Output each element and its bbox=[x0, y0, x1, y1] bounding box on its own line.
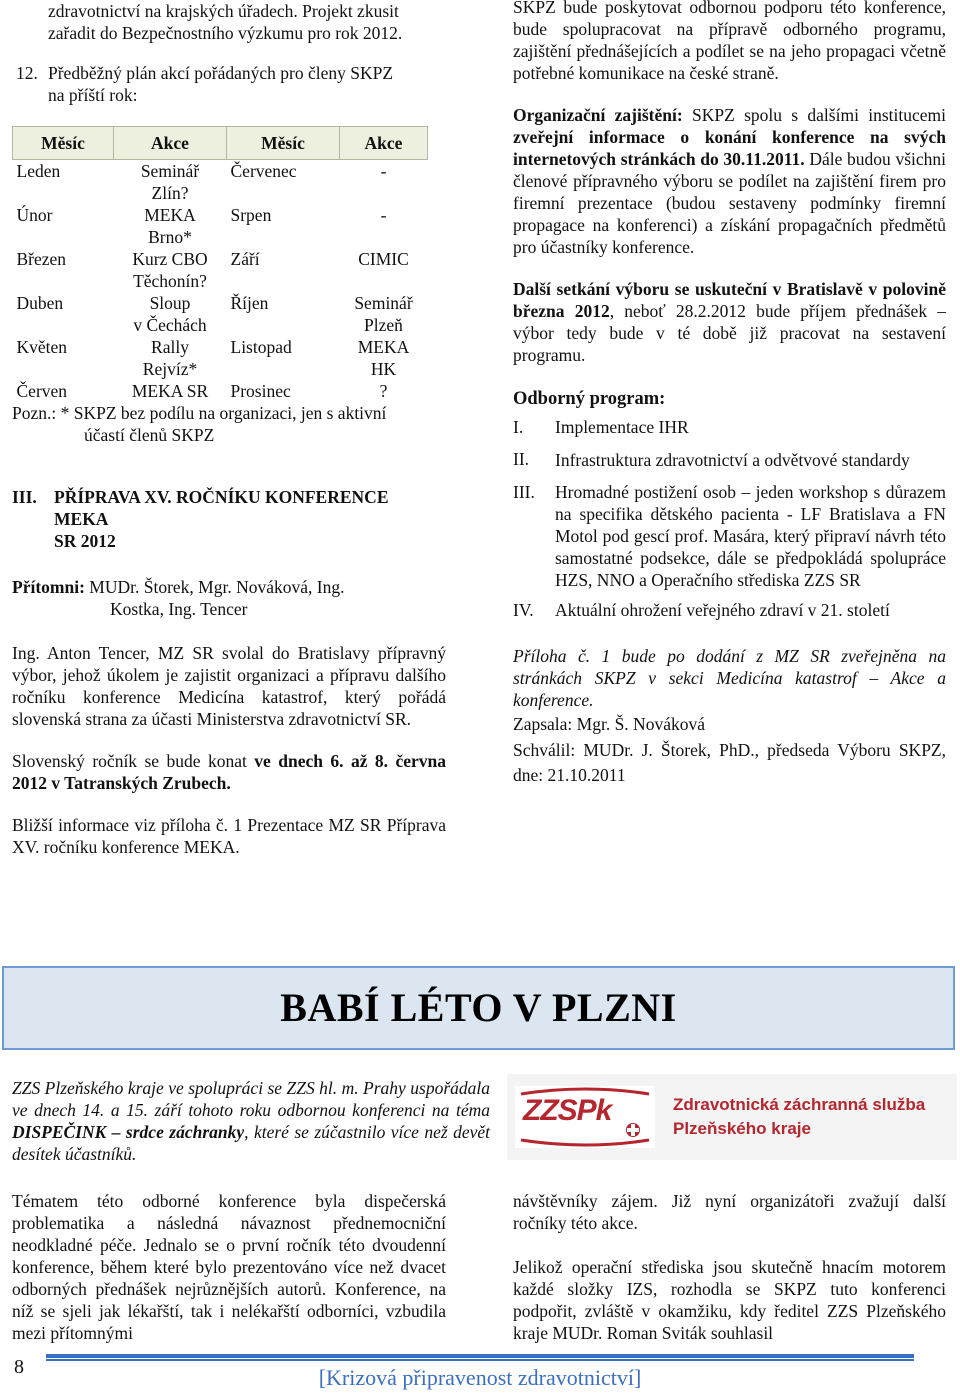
article-left-column bbox=[12, 1190, 446, 1344]
zzspk-logo-abbr: ZZSPk bbox=[523, 1094, 612, 1127]
list-item-number: II. bbox=[513, 449, 530, 469]
item-12-line-1: Předběžný plán akcí pořádaných pro členy SKPZ bbox=[48, 63, 394, 83]
event-cell: Seminář Zlín? bbox=[140, 161, 200, 203]
list-item bbox=[513, 448, 946, 473]
table-row bbox=[13, 292, 428, 336]
footer-title: [Krizová připravenost zdravotnictví] bbox=[318, 1365, 642, 1390]
list-item-number: IV. bbox=[513, 600, 534, 620]
event-cell: Sloup v Čechách bbox=[133, 293, 207, 335]
footer-rule-thin bbox=[46, 1359, 914, 1361]
table-row bbox=[13, 380, 428, 402]
list-item-number: I. bbox=[513, 417, 524, 437]
table-header-row bbox=[13, 127, 428, 160]
paragraph-organization bbox=[513, 104, 946, 258]
right-column bbox=[513, 0, 946, 788]
article-right-paragraph-2: Jelikož operační střediska jsou skutečně hnacím motorem každé složky IZS, rozhodla se SKPZ tuto konferenci podpořit, zvláště v okamžiku, kdy ředitel ZZS Plzeňského kraje MUDr. Roman Sviták souhlasil bbox=[513, 1257, 946, 1343]
month-cell: Květen bbox=[16, 337, 68, 357]
next-meeting-bold: Další setkání výboru se uskuteční v Bratislavě v polovině března 2012 bbox=[513, 279, 946, 321]
table-header: Měsíc bbox=[227, 127, 340, 160]
list-item-number: III. bbox=[513, 482, 535, 502]
zzspk-logo bbox=[507, 1074, 957, 1160]
organization-text-a: SKPZ spolu s dalšími institucemi bbox=[691, 105, 946, 125]
article-title-banner bbox=[2, 966, 955, 1050]
attachment-note: Příloha č. 1 bude po dodání z MZ SR zveřejněna na stránkách SKPZ v sekci Medicína katastrof – Akce a konference. bbox=[513, 646, 946, 710]
paragraph-more-info: Bližší informace viz příloha č. 1 Prezentace MZ SR Příprava XV. ročníku konference MEKA. bbox=[12, 815, 446, 857]
list-item-text: Infrastruktura zdravotnictví a odvětvové standardy bbox=[555, 450, 910, 470]
table-note-line-1: Pozn.: * SKPZ bez podílu na organizaci, jen s aktivní bbox=[12, 403, 387, 423]
article-right-column bbox=[513, 1190, 946, 1344]
events-plan-table bbox=[12, 126, 428, 402]
program-list bbox=[513, 416, 946, 621]
zzspk-logo-line-1: Zdravotnická záchranná služba bbox=[673, 1095, 926, 1114]
month-cell: Červenec bbox=[230, 161, 297, 181]
table-header: Akce bbox=[340, 127, 428, 160]
table-row bbox=[13, 160, 428, 205]
left-column bbox=[12, 0, 446, 858]
table-row bbox=[13, 336, 428, 380]
month-cell: Prosinec bbox=[230, 381, 291, 401]
table-row bbox=[13, 204, 428, 248]
next-meeting-rest: , neboť 28.2.2012 bude příjem přednášek – výbor tedy bude v té době již pracovat na sestavení programu. bbox=[513, 301, 946, 365]
zzspk-logo-line-2: Plzeňského kraje bbox=[673, 1119, 811, 1138]
month-cell: Březen bbox=[16, 249, 67, 269]
article-intro bbox=[12, 1077, 490, 1165]
page-number: 8 bbox=[14, 1356, 24, 1378]
zzspk-logo-name bbox=[673, 1093, 925, 1141]
table-header: Měsíc bbox=[13, 127, 114, 160]
article-intro-bold: DISPEČINK – srdce záchranky bbox=[12, 1122, 245, 1142]
organization-label: Organizační zajištění: bbox=[513, 105, 683, 125]
event-cell: MEKA SR bbox=[131, 381, 209, 401]
list-item-text: Hromadné postižení osob – jeden workshop s důrazem na specifika dětského pacienta - LF Bratislava a FN Motol pod gescí prof. Masára, který připraví návrh této samostatné podsekce, dále se předpokládá spolupráce HZS, NNO a Operačního střediska ZZS SR bbox=[555, 482, 946, 590]
month-cell: Únor bbox=[16, 205, 53, 225]
event-cell: MEKA HK bbox=[357, 337, 410, 379]
list-item bbox=[513, 481, 946, 591]
item-12-number: 12. bbox=[16, 63, 38, 83]
list-item-text: Aktuální ohrožení veřejného zdraví v 21. století bbox=[555, 600, 890, 620]
present-line-1: MUDr. Štorek, Mgr. Nováková, Ing. bbox=[89, 577, 345, 597]
event-cell: ? bbox=[379, 381, 388, 401]
table-note-line-2: účastí členů SKPZ bbox=[84, 425, 215, 445]
table-row bbox=[13, 248, 428, 292]
month-cell: Srpen bbox=[230, 205, 272, 225]
month-cell: Duben bbox=[16, 293, 64, 313]
event-cell: MEKA Brno* bbox=[144, 205, 196, 247]
list-item-text: Implementace IHR bbox=[555, 417, 689, 437]
section-3-title-line-2: SR 2012 bbox=[54, 531, 116, 551]
month-cell: Říjen bbox=[230, 293, 269, 313]
event-cell: CIMIC bbox=[358, 249, 409, 269]
paragraph-support: SKPZ bude poskytovat odbornou podporu této konference, bude spolupracovat na přípravě odborného programu, zajištění přednášejících a podílet se na jeho propagaci včetně potřebné komunikace na české straně. bbox=[513, 0, 946, 83]
paragraph-dates-text: Slovenský ročník se bude konat bbox=[12, 751, 247, 771]
month-cell: Leden bbox=[16, 161, 61, 181]
organization-text-bold: zveřejní informace o konání konference na svých internetových stránkách do 30.11.2011. bbox=[513, 127, 946, 169]
paragraph-tencer: Ing. Anton Tencer, MZ SR svolal do Bratislavy přípravný výbor, jehož úkolem je zajistit organizaci a přípravu dalšího ročníku konference Medicína katastrof, který pořádá slovenská strana za účasti Ministerstva zdravotnictví SR. bbox=[12, 643, 446, 729]
table-header: Akce bbox=[114, 127, 227, 160]
list-item bbox=[513, 599, 946, 621]
section-3-title-line-1: PŘÍPRAVA XV. ROČNÍKU KONFERENCE MEKA bbox=[54, 487, 389, 529]
event-cell: Rally Rejvíz* bbox=[142, 337, 198, 379]
intro-line-1: zdravotnictví na krajských úřadech. Projekt zkusit bbox=[48, 1, 399, 21]
section-3-number: III. bbox=[12, 487, 37, 507]
article-intro-text: ZZS Plzeňského kraje ve spolupráci se ZZS hl. m. Prahy uspořádala ve dnech 14. a 15. září tohoto roku odbornou konferenci na téma DISPEČINK – srdce záchranky, které se zúčastnilo více než devět desítek účastníků. bbox=[12, 1078, 490, 1164]
approved-by: Schválil: MUDr. J. Štorek, PhD., předseda Výboru SKPZ, dne: 21.10.2011 bbox=[513, 740, 946, 785]
item-12-line-2: na příští rok: bbox=[48, 85, 138, 105]
footer-rule bbox=[46, 1354, 914, 1358]
organization-text-c: Dále budou všichni členové přípravného výboru se podílet na zajištění firem pro firemní prezentace (budou sestaveny podmínky firemní propagace na konferenci) a získání propagačních předmětů pro účastníky konference. bbox=[513, 149, 947, 257]
intro-line-2: zařadit do Bezpečnostního výzkumu pro rok 2012. bbox=[48, 23, 403, 43]
article-left-paragraph: Tématem této odborné konference byla dispečerská problematika a následná návaznost přednemocniční neodkladné péče. Jednalo se o první ročník této dvoudenní konference, během které bylo prezentováno více než dvacet odborných přednášek nejrůznějších autorů. Konference, na níž se sjeli jak lékařští, tak i nelékařští odborníci, vzbudila mezi přítomnými bbox=[12, 1191, 446, 1343]
article-right-paragraph-1: návštěvníky zájem. Již nyní organizátoři zvažují další ročníky této akce. bbox=[513, 1191, 946, 1233]
event-cell: Kurz CBO Těchonín? bbox=[132, 249, 208, 291]
present-line-2: Kostka, Ing. Tencer bbox=[110, 599, 248, 619]
paragraph-dates bbox=[12, 750, 446, 794]
list-item bbox=[513, 416, 946, 438]
section-3-heading bbox=[12, 486, 446, 552]
month-cell: Listopad bbox=[230, 337, 292, 357]
month-cell: Červen bbox=[16, 381, 68, 401]
month-cell: Září bbox=[230, 249, 260, 269]
present-block bbox=[12, 576, 446, 620]
paragraph-dates-bold: ve dnech 6. až 8. června 2012 v Tatranských Zrubech. bbox=[12, 751, 446, 793]
present-label: Přítomni: bbox=[12, 577, 85, 597]
written-by: Zapsala: Mgr. Š. Nováková bbox=[513, 714, 705, 734]
item-12 bbox=[12, 62, 446, 106]
program-title: Odborný program: bbox=[513, 389, 666, 409]
event-cell: - bbox=[380, 205, 387, 225]
zzspk-logo-mark bbox=[515, 1086, 655, 1148]
event-cell: - bbox=[380, 161, 387, 181]
article-title: BABÍ LÉTO V PLZNI bbox=[280, 985, 677, 1030]
event-cell: Seminář Plzeň bbox=[354, 293, 413, 335]
paragraph-next-meeting bbox=[513, 278, 946, 366]
